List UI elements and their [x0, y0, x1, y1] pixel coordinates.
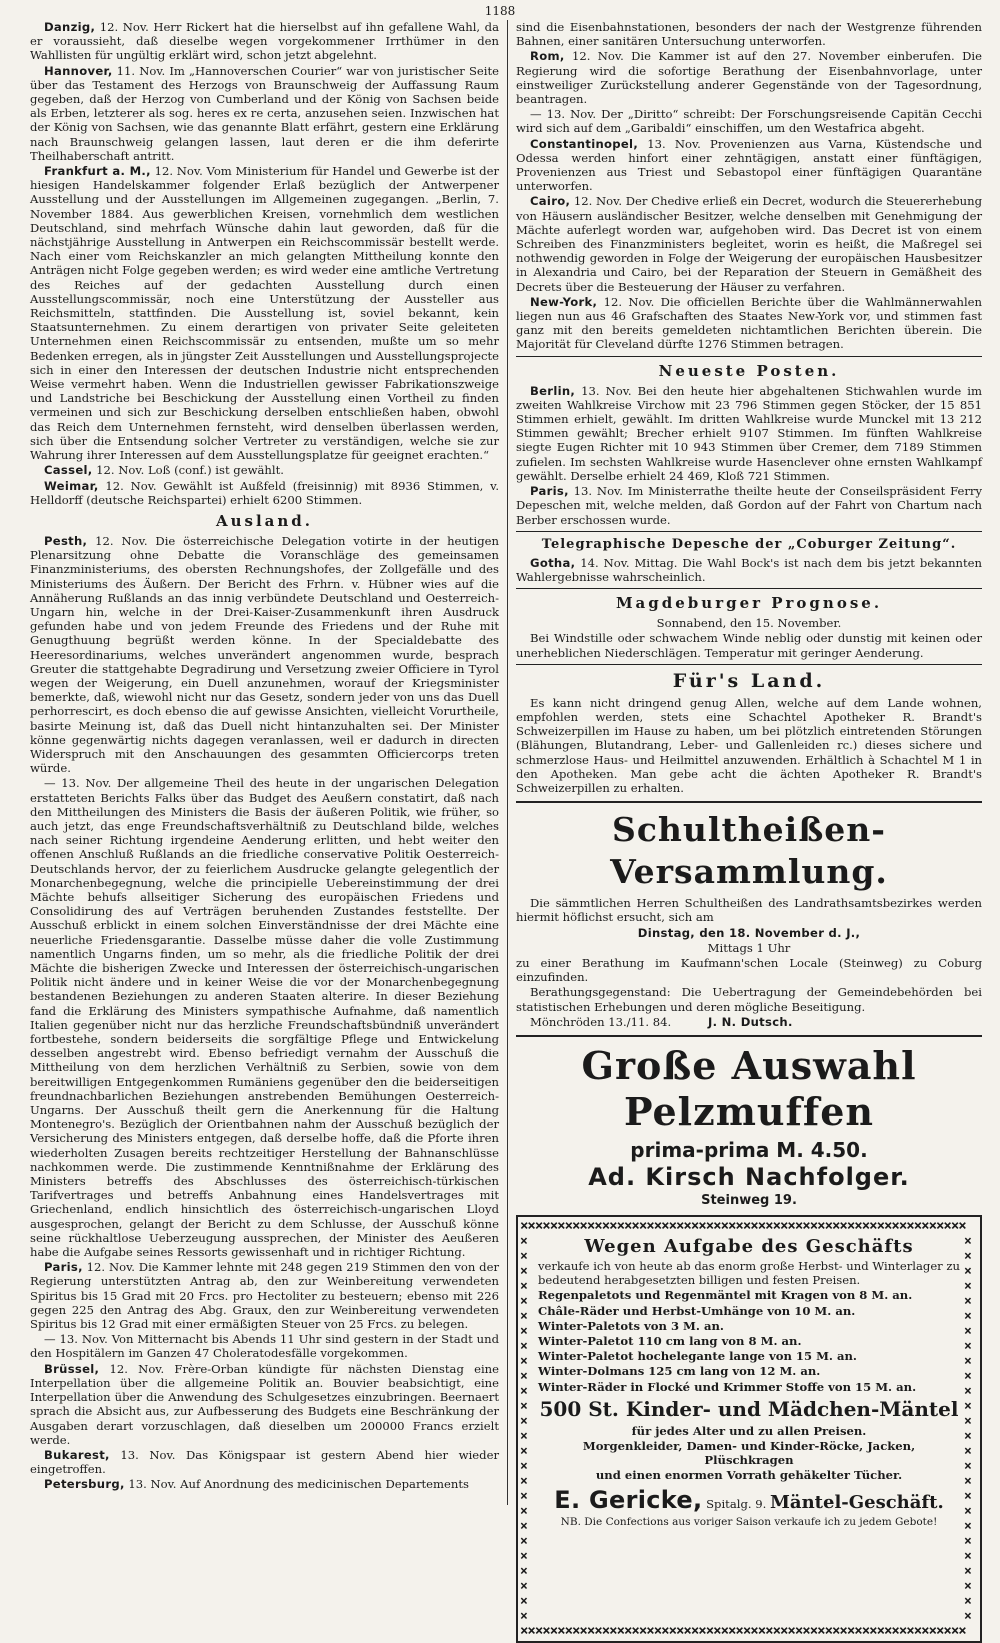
article-paris-gordon: Paris, 13. Nov. Im Ministerrathe theilte heute der Conseilspräsident Ferry Depeschen mit, welche melden, daß Gordon auf der Fahrt von Chartum nach Berber erschossen wurde. [516, 484, 982, 527]
ad-gericke-line: Winter-Paletot 110 cm lang von 8 M. an. [538, 1333, 802, 1348]
ad-gericke-content [534, 1234, 964, 1624]
article-cassel: Cassel, 12. Nov. Loß (conf.) ist gewählt. [44, 463, 284, 478]
article-continued: sind die Eisenbahnstationen, besonders der nach der Westgrenze führenden Bahnen, einer sanitären Untersuchung unterworfen. [516, 20, 982, 49]
border-pattern-bottom: ×××××××××××××××××××××××××××××××××××××××××××××××××××××××××××× [520, 1622, 966, 1639]
article-pesth: Pesth, 12. Nov. Die österreichische Delegation votirte in der heutigen Plenarsitzung ohne Debatte die Voranschläge des gemeinsamen Finanzministeriums, des obersten Rechnungshofes, der Zollgefälle und des Ministeriums des Äußern. Der Bericht des Frhrn. v. Hübner wies auf die Annäherung Rußlands an das innig verbündete Deutschland und Oesterreich-Ungarn hin, welche in der Drei-Kaiser-Zusammenkunft ihren Ausdruck gefunden habe und von jedem Freunde des Friedens und der Ruhe mit Genugthuung begrüßt werden könne. In der Specialdebatte des Heeresordinariums, welches unverändert angenommen wurde, besprach Greuter die stattgehabte Degradirung und Versetzung zweier Officiere in Tyrol wegen der Weigerung, ein Duell anzunehmen, worauf der Kriegsminister bemerkte, daß, wiewohl nicht nur das Gesetz, sondern jeder von uns das Duell perhorrescirt, es doch ebenso die auf gewisse Ansichten, vielleicht Vorurtheile, basirte Meinung ist, daß das Duell nicht hintanzuhalten sei. Der Minister könne gegenwärtig nichts dagegen veranlassen, weil er dadurch in directen Widerspruch mit den Anschauungen des gesammten Officiercorps treten würde. [30, 533, 499, 776]
ad-gericke-line: Regenpaletots und Regenmäntel mit Kragen von 8 M. an. [538, 1288, 913, 1303]
ad-gericke-line: Winter-Paletots von 3 M. an. [538, 1318, 724, 1333]
section-heading-neueste: Neueste Posten. [658, 361, 840, 380]
ad-heading-land: Für's Land. [672, 669, 826, 692]
ad-gericke-firm-line: E. Gericke, Spitalg. 9. Mäntel-Geschäft. [554, 1485, 944, 1514]
article-gotha: Gotha, 14. Nov. Mittag. Die Wahl Bock's ist nach dem bis jetzt bekannten Wahlergebnisse wahrscheinlich. [516, 555, 982, 584]
divider [516, 588, 982, 589]
ad-land-text: Es kann nicht dringend genug Allen, welche auf dem Lande wohnen, empfohlen werden, stets eine Schachtel Apotheker R. Brandt's Schweizerpillen im Hause zu haben, um bei plötzlich eintretenden Störungen (Blähungen, Blutandrang, Leber- und Gallenleiden rc.) dieses sichere und schmerzlose Haus- und Heilmittel anzuwenden. Erhältlich à Schachtel M 1 in den Apotheken. Man gebe acht die ächten Apotheker R. Brandt's Schweizerpillen zu erhalten. [516, 695, 982, 795]
page-number: 1188 [484, 4, 516, 18]
ad-pelz-address: Steinweg 19. [701, 1192, 797, 1208]
ad-schult-text2: zu einer Berathung im Kaufmann'schen Locale (Steinweg) zu Coburg einzufinden. [516, 955, 982, 985]
article-weimar: Weimar, 12. Nov. Gewählt ist Außfeld (freisinnig) mit 8936 Stimmen, v. Helldorff (deutsche Reichspartei) erhielt 6200 Stimmen. [30, 478, 499, 507]
ad-gericke-line: Châle-Räder und Herbst-Umhänge von 10 M. an. [538, 1303, 856, 1318]
ad-gericke-big: 500 St. Kinder- und Mädchen-Mäntel [539, 1396, 959, 1421]
ad-gericke-box [516, 1215, 982, 1643]
ad-gericke-line: Morgenkleider, Damen- und Kinder-Röcke, Jacken, Plüschkragen [582, 1439, 916, 1468]
article-berlin: Berlin, 13. Nov. Bei den heute hier abgehaltenen Stichwahlen wurde im zweiten Wahlkreise Virchow mit 23 796 Stimmen gegen Stöcker, der 15 851 Stimmen erhielt, gewählt. Im dritten Wahlkreise wurde Munckel mit 13 212 Stimmen gewählt; Brecher erhielt 9107 Stimmen. Im fünften Wahlkreise siegte Eugen Richter mit 10 943 Stimmen über Cremer, dem 7189 Stimmen zufielen. Im sechsten Wahlkreise wurde Hasenclever ohne ernsten Wahlkampf gewählt. Derselbe erhielt 24 469, Kloß 721 Stimmen. [516, 383, 982, 483]
border-pattern-left: × × × × × × × × × × × × × × × × × × × × × × × × × × [520, 1233, 528, 1624]
section-heading-prognose: Magdeburger Prognose. [615, 594, 883, 613]
prognose-date: Sonnabend, den 15. November. [656, 616, 842, 631]
article-pesth-13: — 13. Nov. Der allgemeine Theil des heute in der ungarischen Delegation erstatteten Berichts Falks über das Budget des Aeußern constatirt, daß nach den Mittheilungen des Ministers die Basis der äußeren Politik, wie früher, so auch jetzt, das enge Freundschaftsverhältniß zu Deutschland bilde, welches nach seiner Richtung irgendeine Aenderung erlitten, und hebt weiter den offenen Anschluß Rußlands an die friedliche conservative Politik Oesterreich-Deutschlands hervor, der zu feierlichem Ausdrucke gelangte gelegentlich der Monarchenbegegnung, welche die principielle Uebereinstimmung der drei Mächte behufs allseitiger Sicherung des europäischen Friedens und Consolidirung des auf Verträgen beruhenden Zustandes feststellte. Der Ausschuß erblickt in einem solchen Einverständnisse der drei Mächte eine neuerliche Friedensgarantie. Dasselbe müsse daher die volle Zustimmung namentlich Ungarns finden, um so mehr, als die friedliche Politik der drei Mächte die bisherigen Zwecke und Interessen der österreichisch-ungarischen Politik nicht ändere und in keiner Weise die vor der Monarchenbegegnung bestandenen Beziehungen zu anderen Staaten alterire. In dieser Beziehung fand die Erklärung des Ministers sympathische Aufnahme, daß namentlich Italien gegenüber nicht nur das herzliche Freundschaftsbündniß unverändert fortbestehe, sondern beiderseits die sorgfältige Pflege und Entwickelung desselben angestrebt wird. Ebenso befriedigt vernahm der Ausschuß die Mittheilung von dem herzlichen Verhältniß zu Serbien, sowie von dem bereitwilligen Entgegenkommen Rumäniens gegenüber den die beiderseitigen freundnachbarlichen Beziehungen anstrebenden Bemühungen Oesterreich-Ungarns. Der Ausschuß theilt gern die Anerkennung für die Haltung Montenegro's. Bezüglich der Orientbahnen nahm der Ausschuß bezüglich der Versicherung des Ministers entgegen, daß derselbe hoffe, daß die Pforte ihren wiederholten Zusagen bereits rechtzeitiger Herstellung der Bahnanschlüsse nachkommen werde. Die zustimmende Kenntnißnahme der Erklärung des Ministers betreffs des Abschlusses des österreichisch-türkischen Tarifvertrages und betreffs Anbahnung eines Handelsvertrages mit Griechenland, endlich hinsichtlich des österreichisch-ungarischen Lloyd ausgesprochen, gelangt der Bericht zu dem Schlusse, der Ausschuß könne seine rückhaltlose Ueberzeugung aussprechen, der Minister des Aeußeren habe die Aufgabe seines Ressorts gewissenhaft und in richtiger Richtung. [30, 776, 499, 1260]
ad-gericke-line: Winter-Dolmans 125 cm lang von 12 M. an. [538, 1364, 821, 1379]
columns [30, 20, 982, 1639]
article-new-york: New-York, 12. Nov. Die officiellen Berichte über die Wahlmännerwahlen liegen nun aus 46 Grafschaften des Staates New-York vor, und stimmen fast ganz mit den bereits gemeldeten nichtamtlichen Berichten überein. Die Majorität für Cleveland dürfte 1276 Stimmen betragen. [516, 294, 982, 352]
article-frankfurt: Frankfurt a. M., 12. Nov. Vom Ministerium für Handel und Gewerbe ist der hiesigen Handelskammer folgender Erlaß bezüglich der Antwerpener Ausstellung und der Ausstellungen im Allgemeinen zugegangen. „Berlin, 7. November 1884. Aus gewerblichen Kreisen, vornehmlich dem westlichen Deutschland, sind mehrfach Wünsche dahin laut geworden, daß für die nächstjährige Ausstellung in Antwerpen ein Reichscommissär bestellt werde. Nach einer vom Reichskanzler an mich gelangten Mittheilung konnte den Anträgen nicht Folge gegeben werden; es wird weder eine amtliche Vertretung des Reiches auf der gedachten Ausstellung durch einen Ausstellungscommissär, noch eine Unterstützung der Aussteller aus Reichsmitteln, stattfinden. Die Ausstellung ist, soviel bekannt, kein Staatsunternehmen. Zu einem derartigen von privater Seite geleiteten Unternehmen einen Reichscommissär zu entsenden, mußte um so mehr Bedenken erregen, als in jüngster Zeit Ausstellungen und Ausstellungsprojecte sich in einer den Interessen der deutschen Industrie nicht entsprechenden Weise vermehrt haben. Wenn die Industriellen gewisser Fabrikationszweige und Landstriche bei Beschickung der Ausstellung einen Vortheil zu finden vermeinen und sich zur Beschickung derselben entschließen haben, obwohl das Reich dem Unternehmen fernsteht, wird denselben überlassen werden, sich über die Entsendung solcher Vertreter zu verständigen, welche sie zur Wahrung ihrer Interessen auf dem Ausstellungsplatze für geeignet erachten.“ [30, 164, 500, 463]
article-paris-13: — 13. Nov. Von Mitternacht bis Abends 11 Uhr sind gestern in der Stadt und den Hospitälern im Ganzen 47 Choleratodesfälle vorgekommen. [30, 1332, 499, 1361]
article-hannover: Hannover, 11. Nov. Im „Hannoverschen Courier“ war von juristischer Seite über das Testament des Herzogs von Braunschweig der Auffassung Raum gegeben, daß der Herzog von Cumberland und der König von Sachsen beide als Erben, letzterer als sog. heres ex re certa, anzusehen seien. Inzwischen hat der König von Sachsen, wie das genannte Blatt erfährt, gestern eine Erklärung nach Braunschweig gelangen lassen, laut deren er die ihm deferirte Theilhaberschaft antritt. [30, 63, 499, 163]
right-column [508, 20, 982, 1639]
left-column [30, 20, 508, 1505]
prognose-text: Bei Windstille oder schwachem Winde neblig oder dunstig mit keinen oder unerheblichen Niederschlägen. Temperatur mit geringer Aenderung. [516, 631, 982, 660]
article-bukarest: Bukarest, 13. Nov. Das Königspaar ist gestern Abend hier wieder eingetroffen. [30, 1447, 499, 1477]
ad-gericke-line: Winter-Räder in Flocké und Krimmer Stoffe von 15 M. an. [538, 1379, 917, 1394]
ad-pelz-firm: Ad. Kirsch Nachfolger. [588, 1162, 910, 1191]
ad-schult-signature: Mönchröden 13./11. 84. J. N. Dutsch. [530, 1014, 793, 1029]
ad-gericke-line: Winter-Paletot hochelegante lange von 15 M. an. [538, 1349, 857, 1364]
ad-heading-schultheissen: Schultheißen-Versammlung. [610, 810, 888, 892]
divider [516, 356, 982, 357]
ad-schult-date: Dinstag, den 18. November d. J., [637, 925, 861, 940]
article-rom-13: — 13. Nov. Der „Diritto“ schreibt: Der Forschungsreisende Capitän Cecchi wird sich auf dem „Garibaldi“ einschiffen, um den Westafrica abgeht. [516, 107, 982, 136]
divider [516, 531, 982, 532]
ad-schult-time: Mittags 1 Uhr [707, 940, 791, 955]
article-petersburg: Petersburg, 13. Nov. Auf Anordnung des medicinischen Departements [44, 1477, 469, 1492]
ad-pelz-price: prima-prima M. 4.50. [630, 1137, 868, 1162]
border-pattern-top: ×××××××××××××××××××××××××××××××××××××××××××××××××××××××××××× [520, 1217, 966, 1234]
article-danzig: Danzig, 12. Nov. Herr Rickert hat die hierselbst auf ihn gefallene Wahl, da er voraussieht, daß dieselbe wegen vorgekommener Irrthümer in den Wahllisten für ungültig erklärt wird, schon jetzt abgelehnt. [30, 20, 499, 63]
ad-schult-text1: Die sämmtlichen Herren Schultheißen des Landrathsamtsbezirkes werden hiermit höflichst ersucht, sich am [516, 896, 982, 925]
divider [516, 1035, 982, 1037]
section-heading-telegraph: Telegraphische Depesche der „Coburger Zeitung“. [541, 536, 957, 552]
article-rom: Rom, 12. Nov. Die Kammer ist auf den 27. November einberufen. Die Regierung wird die sofortige Berathung der Eisenbahnvorlage, unter einstweiliger Zurückstellung anderer Gegenstände von der Tagesordnung, beantragen. [516, 49, 982, 107]
ad-gericke-line: und einen enormen Vorrath gehäkelter Tücher. [595, 1468, 903, 1483]
ad-heading-pelzmuffen: Große Auswahl Pelzmuffen [581, 1042, 917, 1134]
article-bruessel: Brüssel, 12. Nov. Frère-Orban kündigte für nächsten Dienstag eine Interpellation über die allgemeine Politik an. Bouvier beabsichtigt, eine Interpellation über die Anwendung des Schulgesetzes einzubringen. Beernaert sprach die Absicht aus, zur Aufbesserung des Budgets eine Beschränkung der Ausgaben derart vorzuschlagen, daß dieselben um 200000 Francs erzielt werde. [30, 1361, 499, 1447]
ad-gericke-line: für jedes Alter und zu allen Preisen. [631, 1423, 867, 1438]
border-pattern-right: × × × × × × × × × × × × × × × × × × × × × × × × × × [964, 1233, 972, 1624]
ad-schult-text3: Berathungsgegenstand: Die Uebertragung der Gemeindebehörden bei statistischen Erhebungen und deren mögliche Beseitigung. [516, 985, 982, 1014]
article-constantinopel: Constantinopel, 13. Nov. Provenienzen aus Varna, Küstendsche und Odessa werden hinfort einer zehntägigen, anstatt einer fünftägigen, Provenienzen aus Triest und Sebastopol einer fünftägigen Quarantäne unterworfen. [516, 136, 982, 194]
article-cairo: Cairo, 12. Nov. Der Chedive erließ ein Decret, wodurch die Steuererhebung von Häusern ausländischer Besitzer, welche denselben mit Genehmigung der Mächte auferlegt worden war, aufgehoben wird. Das Decret ist von einem Schreiben des Finanzministers begleitet, worin es heißt, die Maßregel sei nothwendig geworden in Folge der Weigerung der europäischen Hausbesitzer in Alexandria und Cairo, bei der Reparation der Steuern in Gemäßheit des Decrets über die Besteuerung der Häuser zu verfahren. [516, 194, 982, 294]
divider [516, 664, 982, 665]
section-heading-ausland: Ausland. [215, 511, 314, 530]
ad-gericke-heading: Wegen Aufgabe des Geschäfts [584, 1235, 914, 1257]
article-paris: Paris, 12. Nov. Die Kammer lehnte mit 248 gegen 219 Stimmen den von der Regierung unterstützten Antrag ab, den zur Weinbereitung verwendeten Spiritus bis 15 Grad mit 20 Frcs. pro Hectoliter zu besteuern; ebenso mit 226 gegen 225 den Antrag des Abg. Graux, den zur Weinbereitung verwendeten Spiritus bis 12 Grad mit einer ermäßigten Steuer von 25 Frcs. zu belegen. [30, 1260, 499, 1332]
ad-gericke-line: verkaufe ich von heute ab das enorm große Herbst- und Winterlager zu bedeutend herabgesetzten billigen und festen Preisen. [538, 1258, 960, 1288]
divider [516, 801, 982, 803]
ad-gericke-nb: NB. Die Confections aus voriger Saison verkaufe ich zu jedem Gebote! [560, 1515, 938, 1528]
